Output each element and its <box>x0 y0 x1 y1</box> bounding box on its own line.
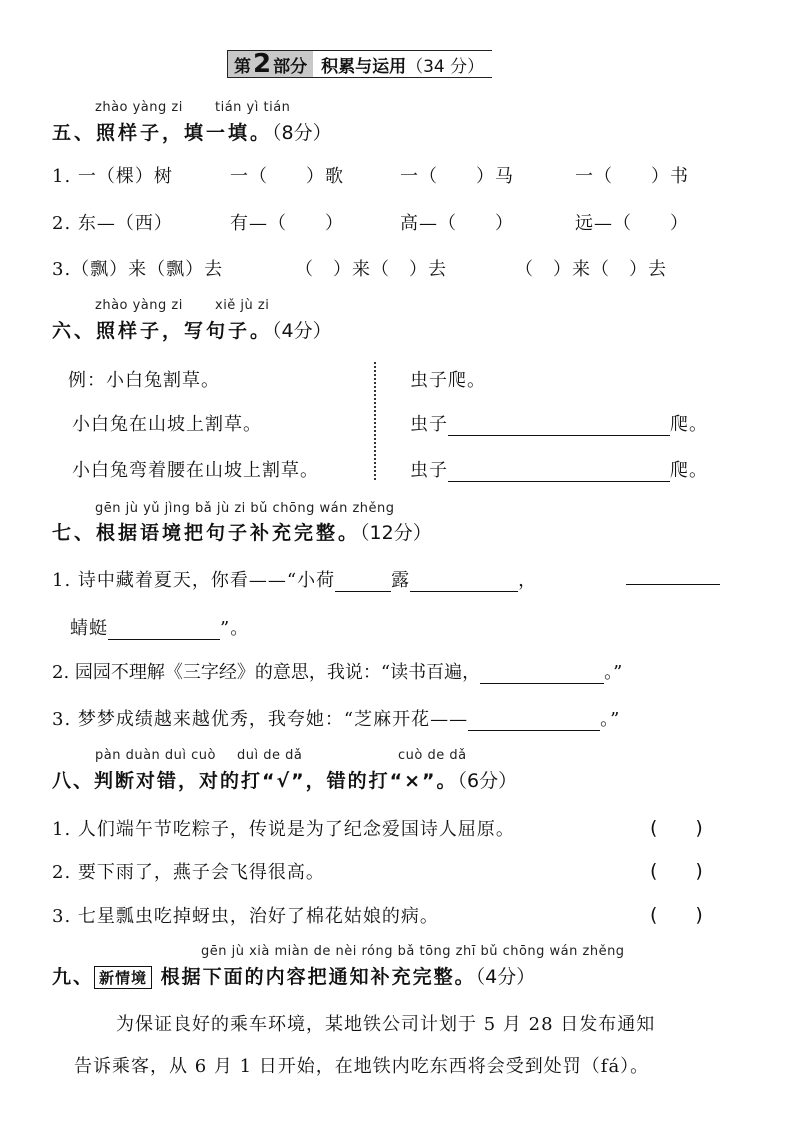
part-header <box>227 50 492 78</box>
s8-item-2: 2. 要下雨了，燕子会飞得很高。 <box>52 862 325 883</box>
s9-para-1: 为保证良好的乘车环境，某地铁公司计划于 5 月 28 日发布通知 <box>116 1014 656 1035</box>
s7-q2-blank[interactable] <box>480 665 604 684</box>
s6-answer-blank-1[interactable] <box>448 417 670 436</box>
s6-right-1: 虫子爬。 <box>410 370 486 391</box>
s8-pinyin-c: cuò de dǎ <box>398 748 467 763</box>
s6-example-2: 小白兔在山坡上割草。 <box>72 414 262 435</box>
s8-answer-3[interactable]: ( ) <box>650 904 703 926</box>
s6-example-3: 小白兔弯着腰在山坡上割草。 <box>72 460 319 481</box>
s9-pinyin: gēn jù xià miàn de nèi róng bǎ tōng zhī bǔ chōng wán zhěng <box>201 944 625 959</box>
s7-q3-blank[interactable] <box>468 712 600 731</box>
s5-r1-c4: 一（ ）书 <box>575 166 689 187</box>
s6-right-3: 虫子 爬。 <box>410 460 708 481</box>
s6-divider <box>374 362 376 480</box>
s8-item-1: 1. 人们端午节吃粽子，传说是为了纪念爱国诗人屈原。 <box>52 819 515 840</box>
part-title: 积累与运用（34 分） <box>321 56 485 77</box>
s5-title: 五、照样子，填一填。（8分） <box>52 122 332 144</box>
s8-pinyin-a: pàn duàn duì cuò <box>95 748 216 763</box>
s7-q3: 3. 梦梦成绩越来越优秀，我夸她：“芝麻开花—— 。” <box>52 709 621 730</box>
s5-r2-c4: 远—（ ） <box>575 213 689 234</box>
s6-pinyin-a: zhào yàng zi <box>95 298 183 313</box>
s5-r1-c1: 1. 一（棵）树 <box>52 166 173 187</box>
s5-r2-c3: 高—（ ） <box>400 213 514 234</box>
s8-answer-2[interactable]: ( ) <box>650 860 703 882</box>
s9-para-2: 告诉乘客，从 6 月 1 日开始，在地铁内吃东西将会受到处罚（fá）。 <box>74 1056 650 1077</box>
s7-q1-blank-3[interactable] <box>626 566 720 585</box>
s8-pinyin-b: duì de dǎ <box>237 748 303 763</box>
s5-pinyin-b: tián yì tián <box>215 100 291 115</box>
s5-r3-c2: （ ）来（ ）去 <box>295 259 447 280</box>
s5-r2-c1: 2. 东—（西） <box>52 213 173 234</box>
s7-q1-blank-1[interactable] <box>335 573 391 592</box>
s5-pinyin-a: zhào yàng zi <box>95 100 183 115</box>
s5-r3-c1: 3.（飘）来（飘）去 <box>52 259 224 280</box>
s7-title: 七、根据语境把句子补充完整。（12分） <box>52 522 432 544</box>
s7-q1-blank-2[interactable] <box>410 573 518 592</box>
s8-item-3: 3. 七星瓢虫吃掉蚜虫，治好了棉花姑娘的病。 <box>52 906 439 927</box>
s5-r3-c3: （ ）来（ ）去 <box>515 259 667 280</box>
new-context-tag: 新情境 <box>94 966 152 989</box>
s9-title: 九、 新情境 根据下面的内容把通知补充完整。（4分） <box>52 966 536 988</box>
s5-r1-c3: 一（ ）马 <box>400 166 514 187</box>
s7-q2: 2. 园园不理解《三字经》的意思，我说：“读书百遍， 。” <box>52 662 623 683</box>
s6-title: 六、照样子，写句子。（4分） <box>52 320 332 342</box>
s6-pinyin-b: xiě jù zi <box>215 298 270 313</box>
s7-q1: 1. 诗中藏着夏天，你看——“小荷 露 ， <box>52 570 538 591</box>
s8-title: 八、判断对错，对的打“√”，错的打“×”。（6分） <box>52 770 518 792</box>
s5-r2-c2: 有—（ ） <box>230 213 344 234</box>
s7-q1-blank-4[interactable] <box>108 621 220 640</box>
s6-answer-blank-2[interactable] <box>448 463 670 482</box>
s6-example-1: 例：小白兔割草。 <box>68 370 220 391</box>
part-tag: 第 2 部分 <box>228 51 313 77</box>
s7-pinyin: gēn jù yǔ jìng bǎ jù zi bǔ chōng wán zhěng <box>95 501 395 516</box>
s7-q1-cont: 蜻蜓 ”。 <box>70 618 250 639</box>
s6-right-2: 虫子 爬。 <box>410 414 708 435</box>
s5-r1-c2: 一（ ）歌 <box>230 166 344 187</box>
s8-answer-1[interactable]: ( ) <box>650 817 703 839</box>
